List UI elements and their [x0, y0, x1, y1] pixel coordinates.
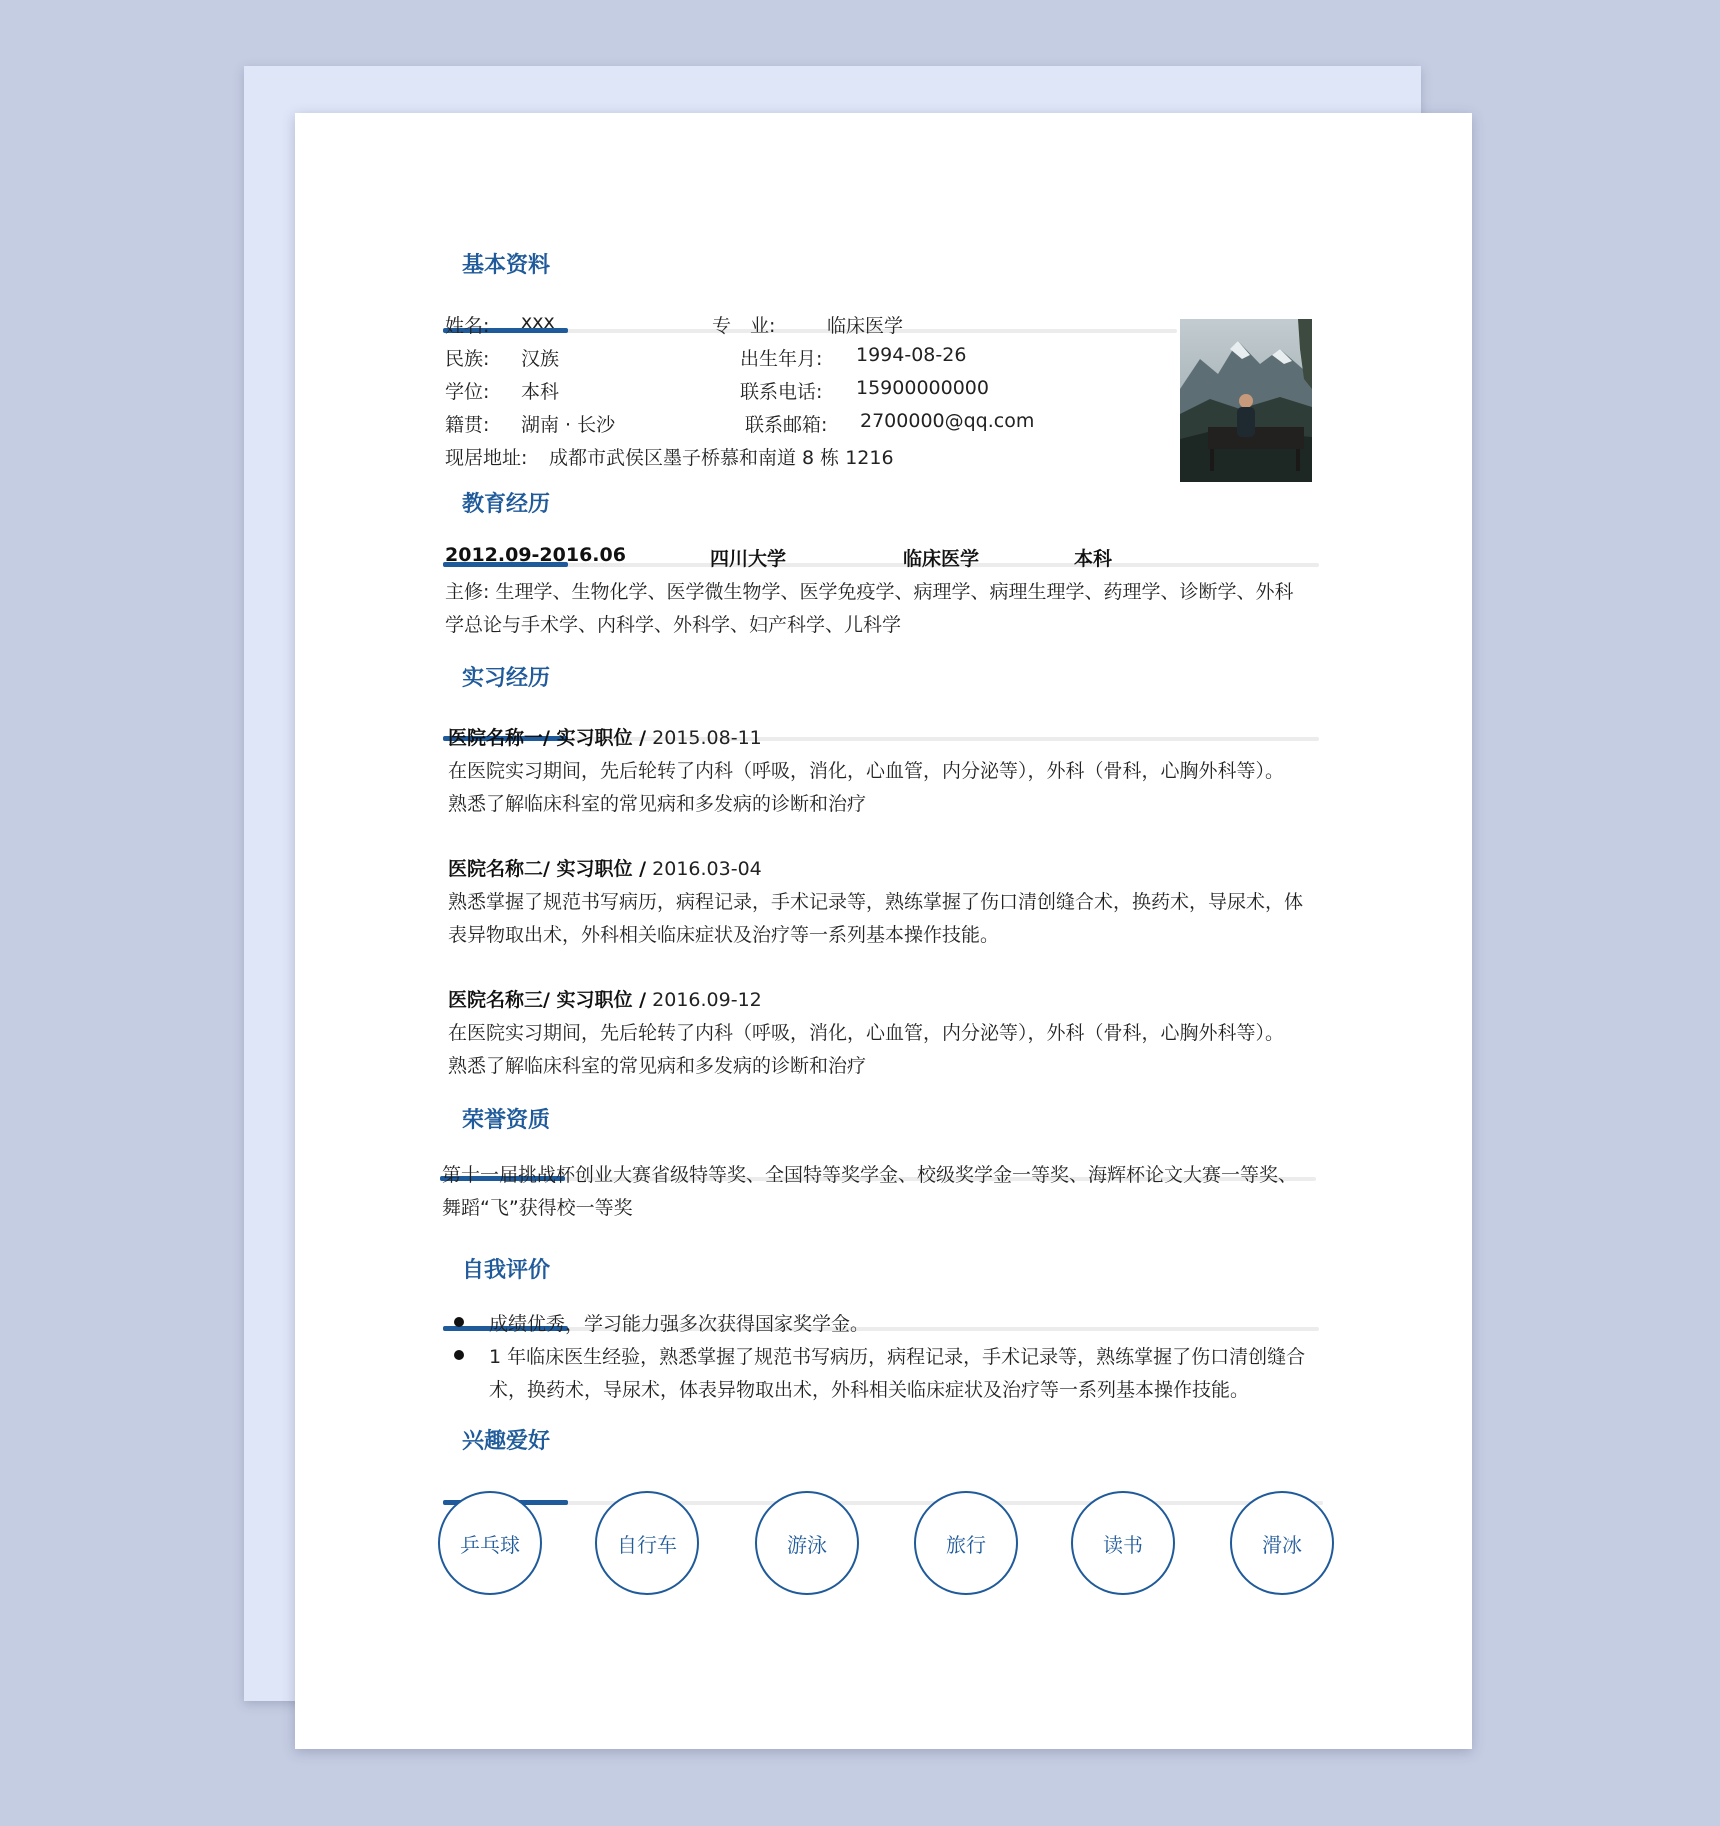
edu-school: 四川大学: [710, 548, 787, 570]
major-label: 专 业:: [712, 315, 776, 337]
section-title-internship: 实习经历: [462, 666, 551, 691]
section-title-basic: 基本资料: [462, 253, 551, 278]
hobby-circle: 游泳: [755, 1491, 859, 1595]
edu-degree: 本科: [1074, 548, 1113, 570]
honors-line1: 第十一届挑战杯创业大赛省级特等奖、全国特等奖学金、校级奖学金一等奖、海辉杯论文大赛一等奖、: [442, 1164, 1298, 1186]
internship-3-line2: 熟悉了解临床科室的常见病和多发病的诊断和治疗: [448, 1055, 867, 1077]
section-rule-hobbies: [443, 1501, 1323, 1505]
edu-courses-line1: 主修: 生理学、生物化学、医学微生物学、医学免疫学、病理学、病理生理学、药理学、诊断学、外科: [445, 581, 1294, 603]
native-value: 湖南 · 长沙: [521, 414, 616, 436]
name-label: 姓名:: [445, 315, 490, 337]
birth-label: 出生年月:: [740, 348, 823, 370]
degree-value: 本科: [521, 381, 560, 403]
self-eval-item1: 成绩优秀，学习能力强多次获得国家奖学金。: [489, 1313, 870, 1335]
edu-courses-line2: 学总论与手术学、内科学、外科学、妇产科学、儿科学: [445, 614, 902, 636]
bullet-icon: [454, 1317, 464, 1327]
phone-value: 15900000000: [856, 377, 989, 399]
degree-label: 学位:: [445, 381, 490, 403]
internship-2-line1: 熟悉掌握了规范书写病历，病程记录，手术记录等，熟练掌握了伤口清创缝合术，换药术，导尿术，体: [448, 891, 1304, 913]
profile-photo-image: [1180, 319, 1312, 482]
name-value: xxx: [521, 311, 555, 333]
hobby-circle: 乒乓球: [438, 1491, 542, 1595]
bullet-icon: [454, 1350, 464, 1360]
email-label: 联系邮箱:: [745, 414, 828, 436]
section-title-hobbies: 兴趣爱好: [462, 1429, 551, 1454]
major-value: 临床医学: [827, 315, 904, 337]
section-title-education: 教育经历: [462, 492, 551, 517]
self-eval-item2-line1: 1 年临床医生经验，熟悉掌握了规范书写病历，病程记录，手术记录等，熟练掌握了伤口清创缝合: [489, 1346, 1306, 1368]
profile-photo: [1180, 319, 1312, 482]
hobby-circle: 滑冰: [1230, 1491, 1334, 1595]
hobby-circle: 读书: [1071, 1491, 1175, 1595]
internship-2-line2: 表异物取出术，外科相关临床症状及治疗等一系列基本操作技能。: [448, 924, 1000, 946]
internship-1-line2: 熟悉了解临床科室的常见病和多发病的诊断和治疗: [448, 793, 867, 815]
self-eval-item2-line2: 术，换药术，导尿术，体表异物取出术，外科相关临床症状及治疗等一系列基本操作技能。: [489, 1379, 1250, 1401]
native-label: 籍贯:: [445, 414, 490, 436]
hobby-circle: 自行车: [595, 1491, 699, 1595]
section-title-honors: 荣誉资质: [462, 1108, 551, 1133]
ethnic-value: 汉族: [521, 348, 560, 370]
internship-3-line1: 在医院实习期间，先后轮转了内科（呼吸，消化，心血管，内分泌等），外科（骨科，心胸外科等）。: [448, 1022, 1285, 1044]
edu-period: 2012.09-2016.06: [445, 544, 626, 566]
hobby-circle: 旅行: [914, 1491, 1018, 1595]
address-value: 成都市武侯区墨子桥慕和南道 8 栋 1216: [549, 447, 894, 469]
email-value: 2700000@qq.com: [860, 410, 1035, 432]
resume-page: [295, 113, 1472, 1749]
phone-label: 联系电话:: [740, 381, 823, 403]
section-title-self: 自我评价: [462, 1258, 551, 1283]
ethnic-label: 民族:: [445, 348, 490, 370]
honors-line2: 舞蹈“飞”获得校一等奖: [442, 1197, 633, 1219]
internship-1-line1: 在医院实习期间，先后轮转了内科（呼吸，消化，心血管，内分泌等），外科（骨科，心胸外科等）。: [448, 760, 1285, 782]
internship-3-header: 医院名称三/ 实习职位 / 2016.09-12: [448, 989, 762, 1011]
internship-2-header: 医院名称二/ 实习职位 / 2016.03-04: [448, 858, 762, 880]
internship-1-header: 医院名称一/ 实习职位 / 2015.08-11: [448, 727, 762, 749]
edu-major: 临床医学: [903, 548, 980, 570]
address-label: 现居地址:: [445, 447, 528, 469]
birth-value: 1994-08-26: [856, 344, 967, 366]
